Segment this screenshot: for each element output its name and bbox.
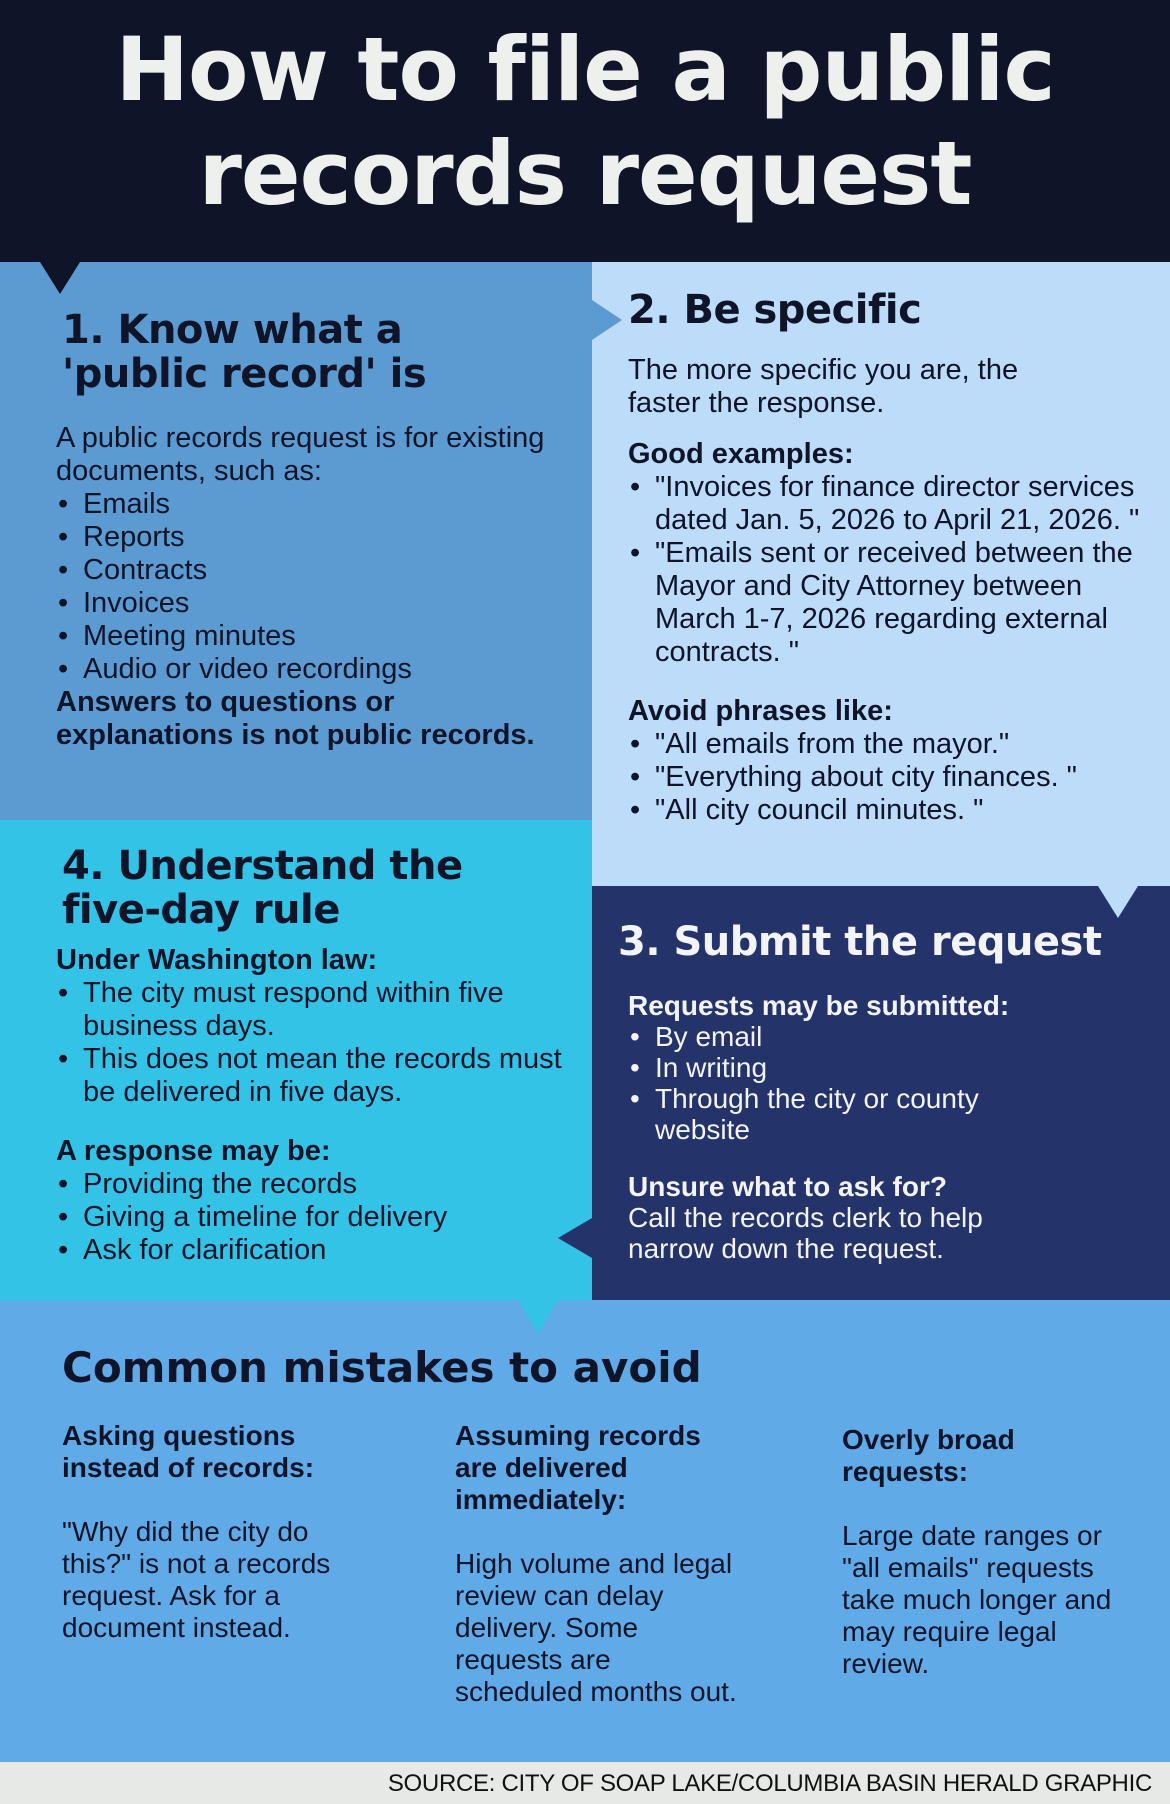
section-common-mistakes — [0, 1300, 1170, 1762]
list-item: • The city must respond within five business days. — [56, 977, 571, 1043]
mistake-heading: Overly broad requests: — [842, 1424, 1015, 1487]
pointer-arrow — [1098, 886, 1138, 918]
list-item: • Invoices — [56, 587, 556, 620]
mistake-column — [455, 1420, 755, 1708]
source-footer — [0, 1762, 1170, 1804]
section-know-public-record — [0, 262, 592, 820]
source-credit: SOURCE: CITY OF SOAP LAKE/COLUMBIA BASIN HERALD GRAPHIC — [387, 1770, 1152, 1797]
section1-title-line2: 'public record' is — [62, 351, 427, 397]
section1-note: Answers to questions or explanations is not public records. — [56, 686, 535, 751]
list-item: • By email — [628, 1021, 1028, 1052]
list-item: • Providing the records — [56, 1168, 571, 1201]
mistake-text: High volume and legal review can delay delivery. Some requests are scheduled months out. — [455, 1548, 737, 1707]
section4-title-line1: 4. Understand the — [62, 843, 463, 889]
list-item: • Ask for clarification — [56, 1234, 571, 1267]
list-item: • Meeting minutes — [56, 620, 556, 653]
list-item: • Emails — [56, 488, 556, 521]
section4-title-line2: five-day rule — [62, 887, 340, 933]
pointer-arrow — [40, 262, 80, 294]
page-title — [0, 18, 1170, 226]
mistake-column — [62, 1420, 362, 1644]
law-list — [56, 977, 571, 1109]
section1-body — [56, 422, 556, 752]
pointer-arrow — [558, 1218, 592, 1258]
section2-intro: The more specific you are, the faster the response. — [628, 354, 1019, 419]
section3-body — [628, 990, 1028, 1264]
list-item: • This does not mean the records must be delivered in five days. — [56, 1043, 571, 1109]
section2-title: 2. Be specific — [628, 287, 922, 333]
list-item: • "All city council minutes. " — [628, 794, 1148, 827]
section3-title: 3. Submit the request — [618, 919, 1102, 965]
response-heading: A response may be: — [56, 1135, 331, 1167]
mistake-text: Large date ranges or "all emails" requests take much longer and may require legal review. — [842, 1520, 1112, 1679]
list-item: • Through the city or county website — [628, 1083, 1028, 1145]
good-examples-heading: Good examples: — [628, 438, 854, 470]
pointer-arrow — [518, 1300, 558, 1334]
section-be-specific — [592, 262, 1170, 886]
unsure-heading: Unsure what to ask for? — [628, 1171, 947, 1202]
record-types-list — [56, 488, 556, 686]
section1-intro: A public records request is for existing documents, such as: — [56, 422, 545, 487]
list-item: • Audio or video recordings — [56, 653, 556, 686]
mistake-heading: Asking questions instead of records: — [62, 1420, 315, 1483]
submit-methods-list — [628, 1021, 1028, 1145]
list-item: • Giving a timeline for delivery — [56, 1201, 571, 1234]
avoid-phrases-heading: Avoid phrases like: — [628, 695, 893, 727]
mistake-text: "Why did the city do this?" is not a records request. Ask for a document instead. — [62, 1516, 331, 1643]
header-banner — [0, 0, 1170, 262]
section4-body — [56, 944, 571, 1267]
list-item: • Reports — [56, 521, 556, 554]
section4-title — [62, 844, 463, 932]
page-title-line2: records request — [198, 122, 972, 225]
law-heading: Under Washington law: — [56, 944, 378, 976]
section1-title — [62, 308, 426, 396]
section-five-day-rule — [0, 820, 592, 1300]
mistake-heading: Assuming records are delivered immediately: — [455, 1420, 701, 1515]
list-item: • Contracts — [56, 554, 556, 587]
submit-heading: Requests may be submitted: — [628, 990, 1010, 1021]
list-item: • "All emails from the mayor." — [628, 728, 1148, 761]
response-list — [56, 1168, 571, 1267]
unsure-text: Call the records clerk to help narrow down the request. — [628, 1202, 983, 1264]
page-title-line1: How to file a public — [115, 18, 1055, 121]
list-item: • "Emails sent or received between the Mayor and City Attorney between March 1-7, 2026 regarding external contracts. " — [628, 537, 1148, 669]
mistakes-title: Common mistakes to avoid — [62, 1343, 702, 1392]
list-item: • In writing — [628, 1052, 1028, 1083]
good-examples-list — [628, 471, 1148, 669]
section1-title-line1: 1. Know what a — [62, 307, 403, 353]
avoid-phrases-list — [628, 728, 1148, 827]
mistake-column — [842, 1424, 1142, 1680]
list-item: • "Everything about city finances. " — [628, 761, 1148, 794]
pointer-arrow — [592, 300, 622, 340]
section-submit-request — [592, 886, 1170, 1300]
list-item: • "Invoices for finance director services dated Jan. 5, 2026 to April 21, 2026. " — [628, 471, 1148, 537]
section2-body — [628, 354, 1148, 827]
